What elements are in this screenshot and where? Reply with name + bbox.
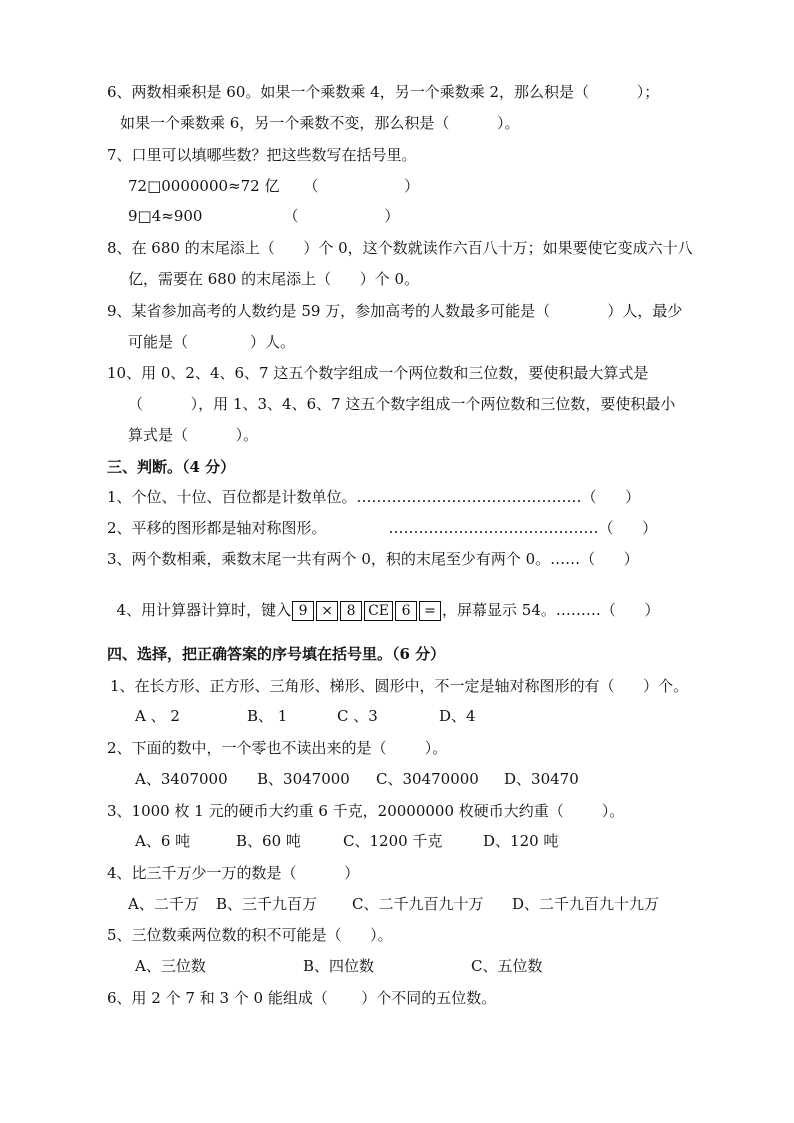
question-10-line-3: 算式是（ ）。 <box>128 426 259 444</box>
question-10-line-1: 10、用 0、2、4、6、7 这五个数字组成一个两位数和三位数，要使积最大算式是 <box>107 364 649 382</box>
choice-5: 5、三位数乘两位数的积不可能是（ ）。 <box>107 926 393 944</box>
choice-1-option-a: A 、 2 <box>135 707 180 725</box>
choice-4-option-a: A、二千万 <box>128 895 199 913</box>
question-7-item-a: 72□0000000≈72 亿 （ ） <box>128 177 420 195</box>
section-4-heading: 四、选择，把正确答案的序号填在括号里。（6 分） <box>107 645 446 663</box>
judgement-3: 3、两个数相乘，乘数末尾一共有两个 0，积的末尾至少有两个 0。……（ ） <box>107 550 639 568</box>
choice-2-option-a: A、3407000 <box>135 770 228 788</box>
calculator-key-8: 8 <box>340 601 362 621</box>
choice-5-option-a: A、三位数 <box>135 957 206 975</box>
choice-3-option-d: D、120 吨 <box>483 832 559 850</box>
choice-1: 1、在长方形、正方形、三角形、梯形、圆形中，不一定是轴对称图形的有（ ）个。 <box>110 677 689 695</box>
calculator-key-6: 6 <box>395 601 417 621</box>
judgement-2: 2、平移的图形都是轴对称图形。 ……………………………………（ ） <box>107 519 658 537</box>
choice-6: 6、用 2 个 7 和 3 个 0 能组成（ ）个不同的五位数。 <box>107 989 497 1007</box>
choice-2-option-b: B、3047000 <box>257 770 350 788</box>
choice-3: 3、1000 枚 1 元的硬币大约重 6 千克，20000000 枚硬币大约重（ ）。 <box>107 802 625 820</box>
question-7: 7、口里可以填哪些数？把这些数写在括号里。 <box>107 146 417 164</box>
choice-3-option-a: A、6 吨 <box>135 832 191 850</box>
calculator-key-ce: CE <box>364 601 393 621</box>
judgement-4-suffix: ，屏幕显示 54。………（ ） <box>442 601 660 619</box>
choice-4-option-d: D、二千九百九十九万 <box>512 895 660 913</box>
section-3-heading: 三、判断。（4 分） <box>107 458 236 476</box>
calculator-key-equals: = <box>419 601 441 621</box>
choice-3-option-c: C、1200 千克 <box>343 832 443 850</box>
choice-1-option-d: D、4 <box>439 707 476 725</box>
judgement-1: 1、个位、十位、百位都是计数单位。………………………………………（ ） <box>107 488 641 506</box>
judgement-4-prefix: 4、用计算器计算时，键入 <box>116 601 292 619</box>
choice-4: 4、比三千万少一万的数是（ ） <box>107 864 360 882</box>
choice-4-option-b: B、三千九百万 <box>216 895 318 913</box>
question-10-line-2: （ ），用 1、3、4、6、7 这五个数字组成一个两位数和三位数，要使积最小 <box>128 395 676 413</box>
calculator-key-multiply: × <box>316 601 338 621</box>
question-8-line-1: 8、在 680 的末尾添上（ ）个 0，这个数就读作六百八十万；如果要使它变成六十八 <box>107 239 693 257</box>
question-6-line-1: 6、两数相乘积是 60。如果一个乘数乘 4，另一个乘数乘 2，那么积是（ ）； <box>107 83 660 101</box>
question-8-line-2: 亿，需要在 680 的末尾添上（ ）个 0。 <box>128 270 420 288</box>
choice-1-option-b: B、 1 <box>247 707 288 725</box>
question-9-line-1: 9、某省参加高考的人数约是 59 万，参加高考的人数最多可能是（ ）人，最少 <box>107 302 683 320</box>
question-9-line-2: 可能是（ ）人。 <box>128 333 295 351</box>
choice-5-option-b: B、四位数 <box>303 957 375 975</box>
judgement-4 <box>107 580 660 621</box>
question-7-item-b: 9□4≈900 （ ） <box>128 207 400 225</box>
choice-3-option-b: B、60 吨 <box>236 832 301 850</box>
choice-2: 2、下面的数中，一个零也不读出来的是（ ）。 <box>107 739 448 757</box>
choice-5-option-c: C、五位数 <box>471 957 543 975</box>
choice-1-option-c: C 、3 <box>337 707 378 725</box>
choice-4-option-c: C、二千九百九十万 <box>352 895 484 913</box>
choice-2-option-d: D、30470 <box>504 770 579 788</box>
question-6-line-2: 如果一个乘数乘 6，另一个乘数不变，那么积是（ ）。 <box>120 114 520 132</box>
choice-2-option-c: C、30470000 <box>376 770 479 788</box>
calculator-key-9: 9 <box>292 601 314 621</box>
